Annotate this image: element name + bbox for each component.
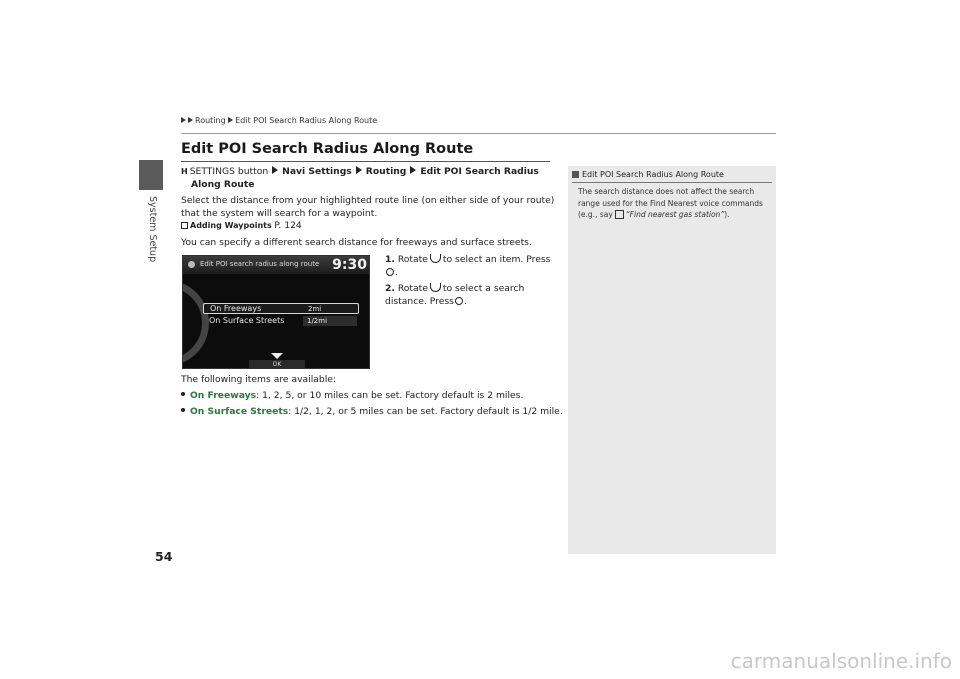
scroll-down-icon[interactable] <box>271 353 283 359</box>
step-1: 1. Rotate to select an item. Press . <box>385 254 551 278</box>
back-icon[interactable] <box>188 261 195 268</box>
arrow-icon <box>410 166 416 174</box>
section-label: System Setup <box>147 196 158 263</box>
page-number: 54 <box>155 549 173 564</box>
page-title: Edit POI Search Radius Along Route <box>181 141 474 157</box>
ok-button[interactable]: OK <box>249 360 305 369</box>
note-icon <box>572 171 579 178</box>
arrow-icon <box>272 166 278 174</box>
reference-icon <box>181 222 188 229</box>
note-title: Edit POI Search Radius Along Route <box>572 170 724 179</box>
screen-row-surface-streets[interactable]: On Surface Streets 1/2mi <box>203 316 359 327</box>
list-item: On Surface Streets: 1/2, 1, 2, or 5 miles can be set. Factory default is 1/2 mile. <box>181 406 563 419</box>
header-rule <box>181 133 776 134</box>
intro-paragraph: Select the distance from your highlighted route line (on either side of your route) that the system will search for a waypoint. <box>181 195 555 219</box>
intro-paragraph-2: You can specify a different search distance for freeways and surface streets. <box>181 237 532 248</box>
available-lead: The following items are available: <box>181 374 337 385</box>
knob-icon <box>430 254 441 263</box>
breadcrumb-arrow-icon <box>181 117 186 123</box>
breadcrumb-level2: Edit POI Search Radius Along Route <box>235 116 378 125</box>
screen-clock: 9:30 <box>332 257 367 273</box>
screen-row-freeways[interactable]: On Freeways 2mi <box>203 303 359 314</box>
breadcrumb-arrow-icon <box>228 117 233 123</box>
nav-path: H SETTINGS button Navi Settings Routing Edit POI Search Radius Along Route <box>181 166 539 190</box>
list-item: On Freeways: 1, 2, 5, or 10 miles can be set. Factory default is 2 miles. <box>181 390 523 403</box>
screen-header <box>183 256 370 274</box>
title-rule <box>181 161 550 162</box>
side-note <box>568 166 776 554</box>
home-icon: H <box>181 167 188 176</box>
note-text: The search distance does not affect the search range used for the Find Nearest voice commands (e.g., say “Find nearest gas station”). <box>578 187 763 219</box>
talk-icon <box>615 210 624 219</box>
note-rule <box>572 182 772 183</box>
step-2: 2. Rotate to select a search distance. Press . <box>385 283 525 307</box>
press-icon <box>386 268 394 276</box>
press-icon <box>455 297 463 305</box>
section-tab <box>139 160 163 190</box>
breadcrumb-level1[interactable]: Routing <box>195 116 226 125</box>
screen-title: Edit POI search radius along route <box>200 260 320 268</box>
cross-reference[interactable]: Adding Waypoints P. 124 <box>181 220 556 233</box>
breadcrumb-arrow-icon <box>188 117 193 123</box>
navigation-screen <box>182 255 370 369</box>
breadcrumb <box>181 116 377 125</box>
knob-icon <box>430 283 441 292</box>
watermark: carmanualsonline.info <box>730 649 952 673</box>
arrow-icon <box>356 166 362 174</box>
